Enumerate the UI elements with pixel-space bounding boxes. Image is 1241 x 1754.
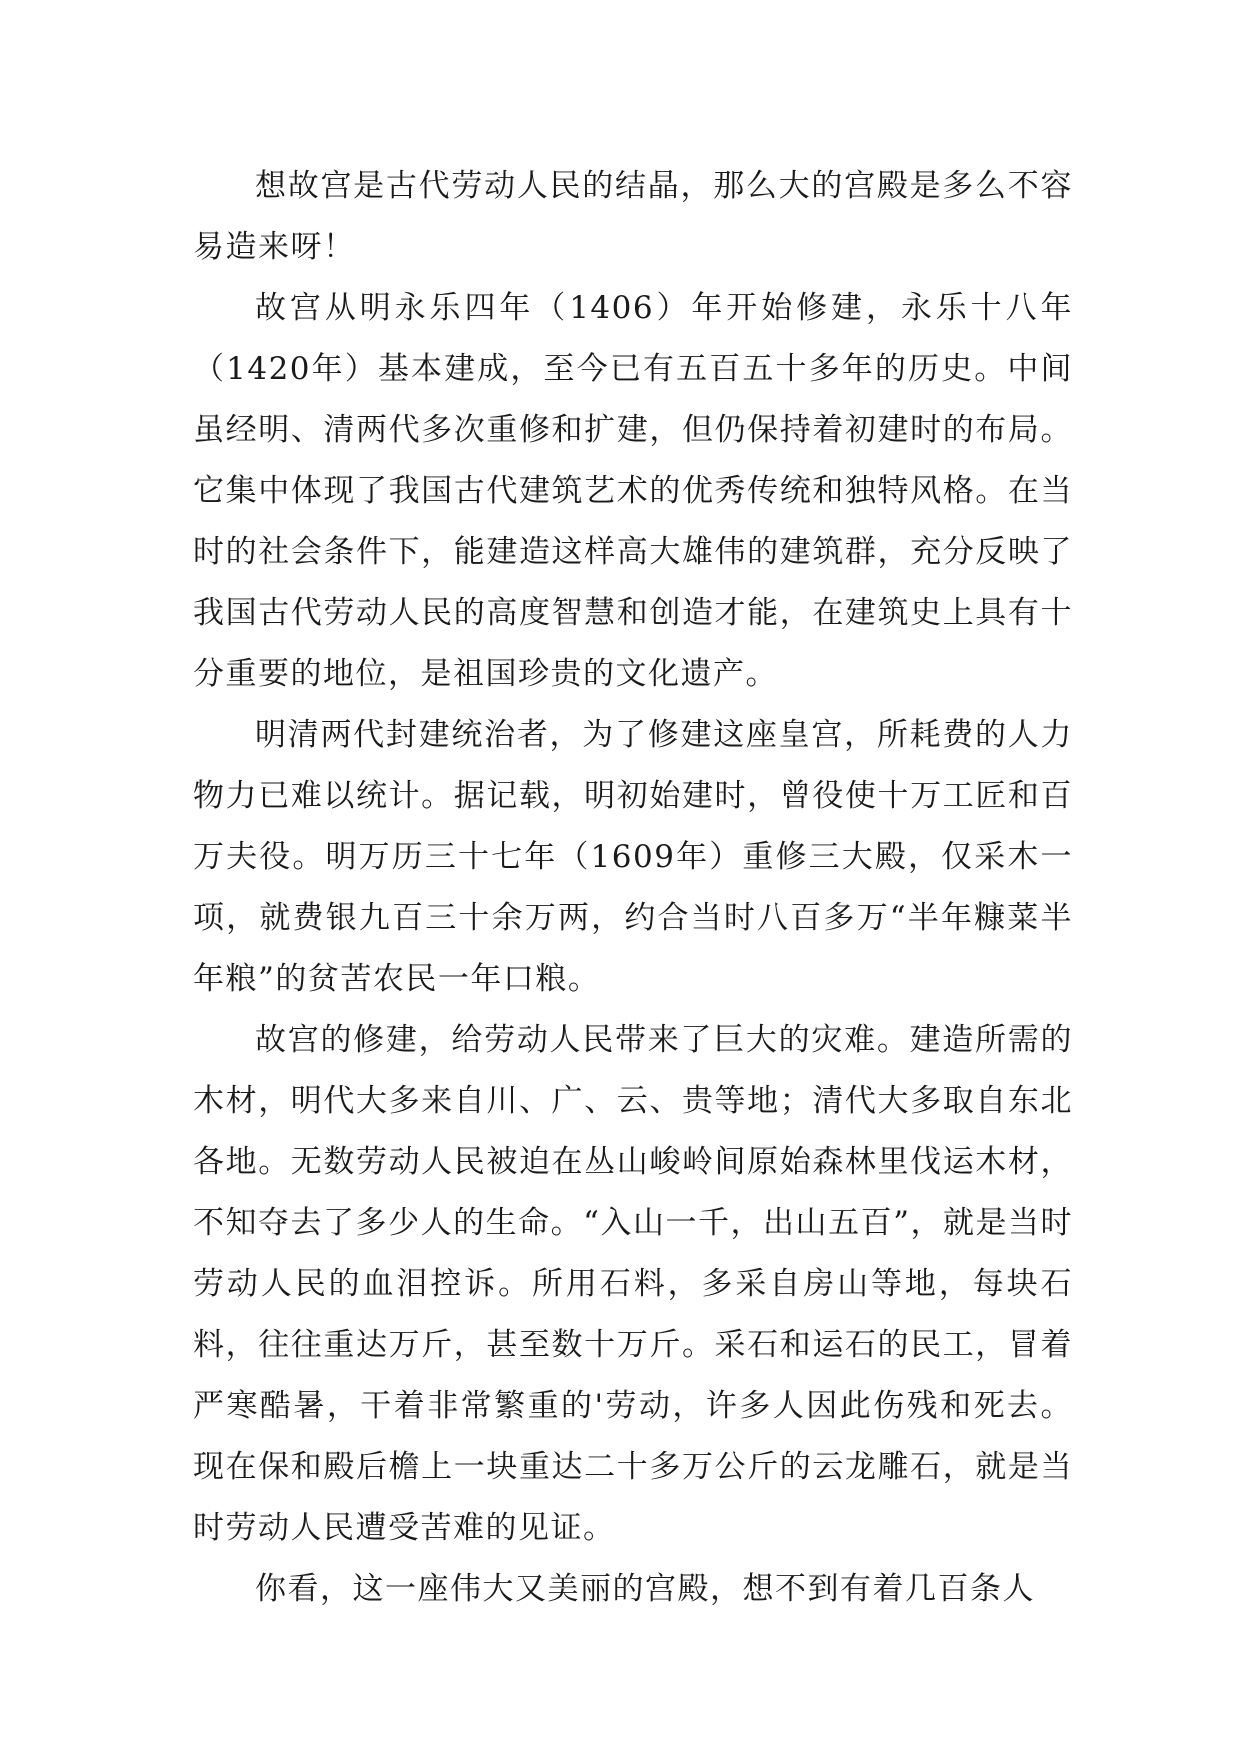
paragraph-4: 故宫的修建，给劳动人民带来了巨大的灾难。建造所需的木材，明代大多来自川、广、云、贵等地；清代大多取自东北各地。无数劳动人民被迫在丛山峻岭间原始森林里伐运木材，不知夺去了多少人的生命。“入山一千，出山五百”，就是当时劳动人民的血泪控诉。所用石料，多采自房山等地，每块石料，往往重达万斤，甚至数十万斤。采石和运石的民工，冒着严寒酷暑，干着非常繁重的'劳动，许多人因此伤残和死去。现在保和殿后檐上一块重达二十多万公斤的云龙雕石，就是当时劳动人民遭受苦难的见证。 [193, 1022, 1073, 1546]
paragraph-3: 明清两代封建统治者，为了修建这座皇宫，所耗费的人力物力已难以统计。据记载，明初始建时，曾役使十万工匠和百万夫役。明万历三十七年（1609年）重修三大殿，仅采木一项，就费银九百三十余万两，约合当时八百多万“半年糠菜半年粮”的贫苦农民一年口粮。 [193, 717, 1073, 997]
document-body [193, 156, 1073, 1620]
paragraph-5: 你看，这一座伟大又美丽的宫殿，想不到有着几百条人 [255, 1571, 1035, 1607]
paragraph-2: 故宫从明永乐四年（1406）年开始修建，永乐十八年（1420年）基本建成，至今已有五百五十多年的历史。中间虽经明、清两代多次重修和扩建，但仍保持着初建时的布局。它集中体现了我国古代建筑艺术的优秀传统和独特风格。在当时的社会条件下，能建造这样高大雄伟的建筑群，充分反映了我国古代劳动人民的高度智慧和创造才能，在建筑史上具有十分重要的地位，是祖国珍贵的文化遗产。 [193, 290, 1073, 692]
paragraph-1: 想故宫是古代劳动人民的结晶，那么大的宫殿是多么不容易造来呀！ [193, 168, 1073, 265]
